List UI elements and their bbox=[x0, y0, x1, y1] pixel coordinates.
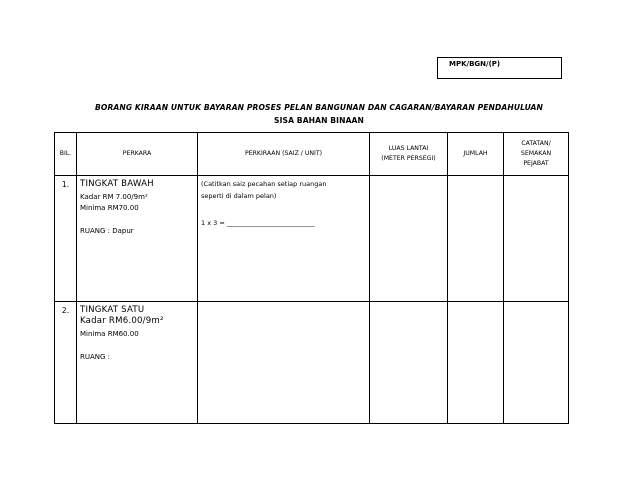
header-luas-line-2: (METER PERSEGI) bbox=[381, 155, 436, 162]
calculation-line: 1 x 3 = ___________________________ bbox=[201, 219, 315, 228]
perkara-cell bbox=[77, 176, 198, 302]
reference-code: MPK/BGN/(P) bbox=[449, 60, 501, 68]
row-number: 1. bbox=[55, 176, 77, 302]
header-luas-line-1: LUAS LANTAI bbox=[388, 145, 429, 153]
minimum-text: Minima RM60.00 bbox=[80, 330, 139, 339]
reference-code-box bbox=[437, 57, 562, 79]
header-bil: BIL. bbox=[55, 133, 77, 176]
instruction-line-2: seperti di dalam pelan) bbox=[201, 191, 277, 200]
catatan-cell[interactable] bbox=[504, 176, 569, 302]
table-row bbox=[55, 302, 569, 424]
perkara-cell bbox=[77, 302, 198, 424]
header-jumlah: JUMLAH bbox=[448, 133, 504, 176]
room-text: RUANG : bbox=[80, 353, 111, 362]
jumlah-cell[interactable] bbox=[448, 302, 504, 424]
jumlah-cell[interactable] bbox=[448, 176, 504, 302]
instruction-line-1: (Catitkan saiz pecahan setiap ruangan bbox=[201, 180, 327, 188]
perkiraan-cell[interactable] bbox=[198, 302, 370, 424]
form-title-line-2: SISA BAHAN BINAAN bbox=[274, 116, 364, 125]
header-luas-lantai bbox=[370, 133, 448, 176]
rate-text: Kadar RM 7.00/9m² bbox=[80, 193, 148, 202]
luas-lantai-cell[interactable] bbox=[370, 176, 448, 302]
row-number: 2. bbox=[55, 302, 77, 424]
header-row bbox=[55, 133, 569, 176]
luas-lantai-cell[interactable] bbox=[370, 302, 448, 424]
header-catatan-line-2: SEMAKAN bbox=[520, 150, 552, 158]
perkiraan-cell[interactable] bbox=[198, 176, 370, 302]
catatan-cell[interactable] bbox=[504, 302, 569, 424]
floor-name: TINGKAT SATU bbox=[80, 305, 145, 315]
header-catatan bbox=[504, 133, 569, 176]
form-title-line-1: BORANG KIRAAN UNTUK BAYARAN PROSES PELAN BANGUNAN DAN CAGARAN/BAYARAN PENDAHULUAN bbox=[95, 103, 543, 112]
floor-name: TINGKAT BAWAH bbox=[80, 179, 154, 189]
header-catatan-line-3: PEJABAT bbox=[523, 159, 549, 167]
header-catatan-line-1: CATATAN/ bbox=[521, 140, 551, 148]
header-perkara: PERKARA bbox=[77, 133, 198, 176]
table-row bbox=[55, 176, 569, 302]
minimum-text: Minima RM70.00 bbox=[80, 204, 139, 213]
header-perkiraan: PERKIRAAN (SAIZ / UNIT) bbox=[198, 133, 370, 176]
rate-text: Kadar RM6.00/9m² bbox=[80, 316, 164, 327]
room-text: RUANG : Dapur bbox=[80, 227, 134, 236]
calculation-table bbox=[54, 132, 569, 424]
